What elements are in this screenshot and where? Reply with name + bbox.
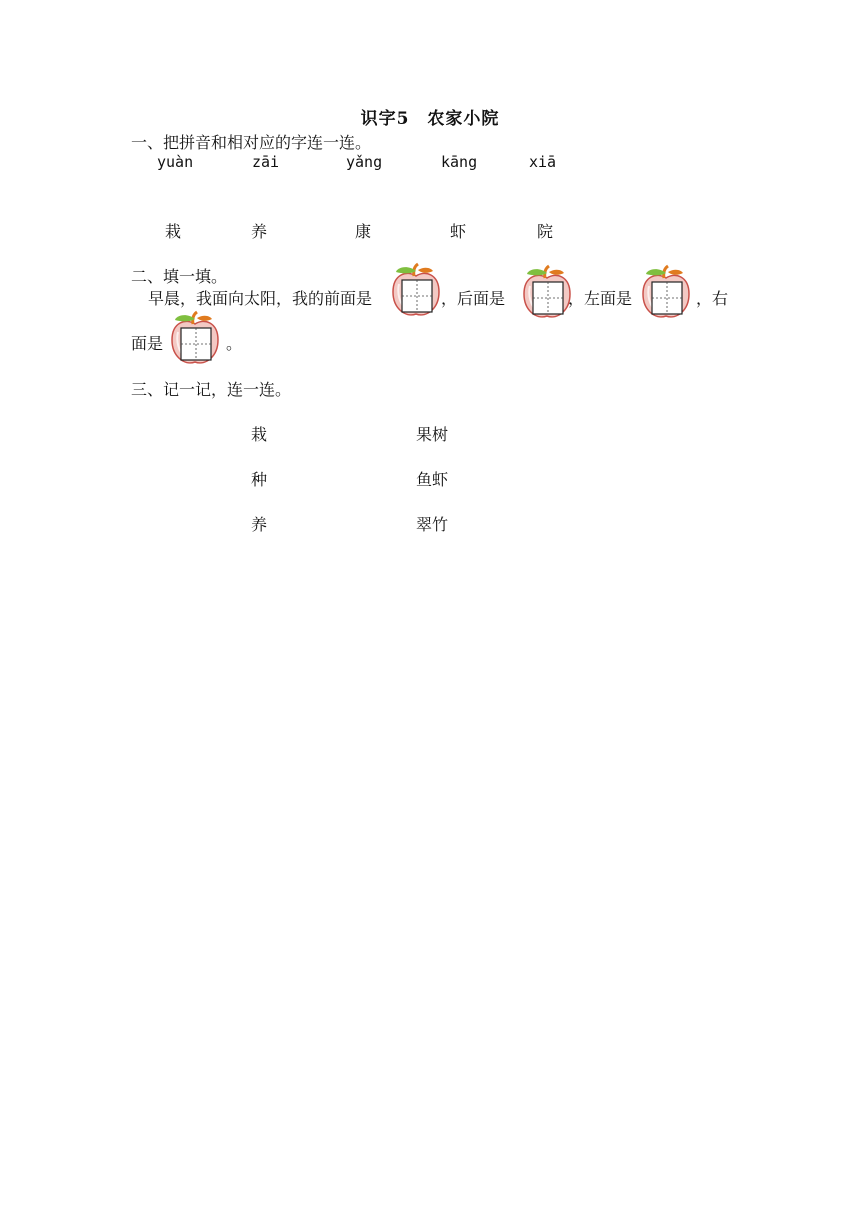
pinyin-item: xiā bbox=[529, 153, 557, 171]
apple-icon bbox=[387, 262, 445, 320]
pinyin-item: kāng bbox=[441, 153, 478, 171]
apple-writing-box[interactable] bbox=[166, 310, 224, 368]
section-1-heading: 一、把拼音和相对应的字连一连。 bbox=[131, 133, 372, 152]
pinyin-item: zāi bbox=[252, 153, 280, 171]
match-left-item: 养 bbox=[251, 515, 268, 534]
character-item: 养 bbox=[251, 222, 268, 241]
section-2-heading: 二、填一填。 bbox=[131, 267, 228, 286]
character-item: 虾 bbox=[450, 222, 467, 241]
sentence-end: 。 bbox=[226, 334, 243, 353]
sentence-part: 面是 bbox=[131, 334, 164, 353]
sentence-part: ，右 bbox=[696, 289, 729, 308]
sentence-part: 早晨，我面向太阳，我的前面是 bbox=[148, 289, 373, 308]
character-item: 院 bbox=[537, 222, 554, 241]
sentence-part: ，左面是 bbox=[568, 289, 633, 308]
match-right-item: 果树 bbox=[416, 425, 449, 444]
pinyin-item: yuàn bbox=[157, 153, 194, 171]
apple-writing-box[interactable] bbox=[387, 262, 445, 320]
match-right-item: 鱼虾 bbox=[416, 470, 449, 489]
character-item: 康 bbox=[355, 222, 372, 241]
section-3-heading: 三、记一记，连一连。 bbox=[131, 380, 292, 399]
pinyin-item: yǎng bbox=[346, 153, 383, 171]
match-left-item: 栽 bbox=[251, 425, 268, 444]
character-item: 栽 bbox=[165, 222, 182, 241]
apple-icon bbox=[637, 264, 695, 322]
page-title: 识字5 农家小院 bbox=[360, 109, 500, 129]
match-right-item: 翠竹 bbox=[416, 515, 449, 534]
apple-icon bbox=[166, 310, 224, 368]
match-left-item: 种 bbox=[251, 470, 268, 489]
sentence-part: ，后面是 bbox=[441, 289, 506, 308]
apple-writing-box[interactable] bbox=[637, 264, 695, 322]
